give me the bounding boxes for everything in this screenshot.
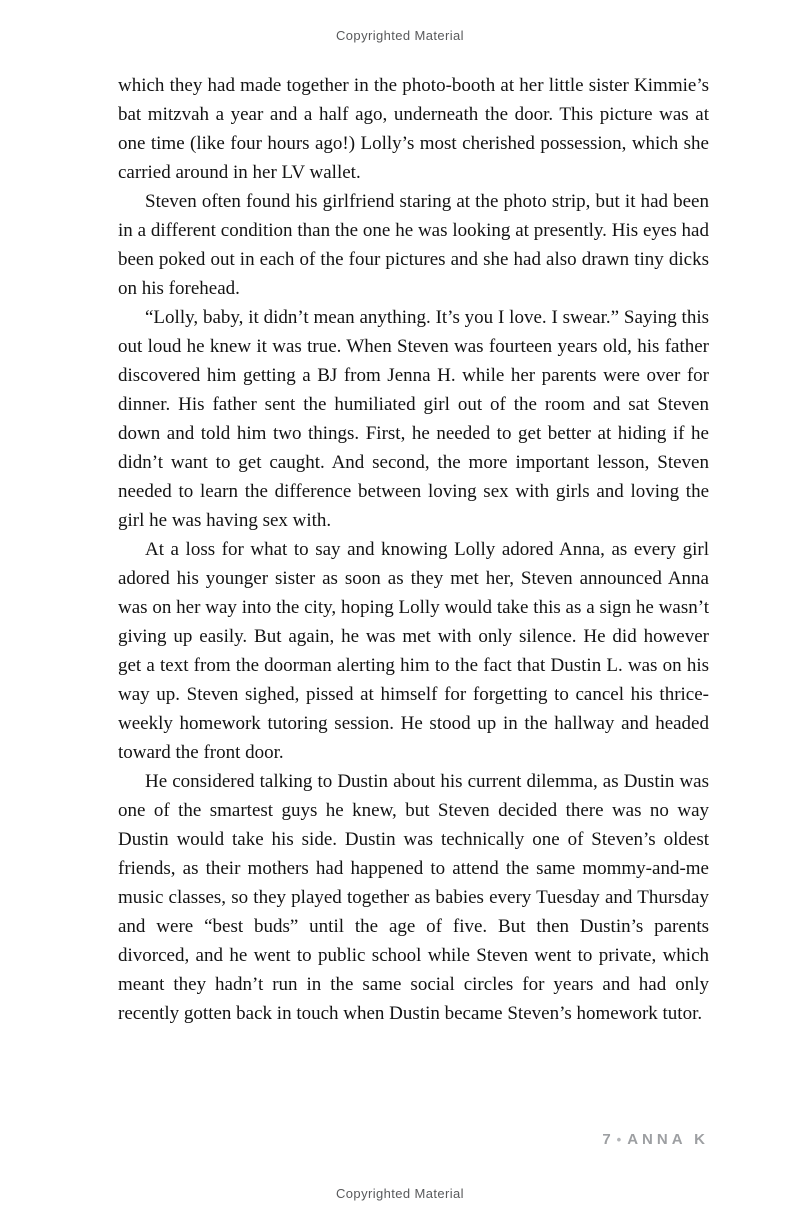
paragraph: “Lolly, baby, it didn’t mean anything. It’s you I love. I swear.” Saying this out loud he knew it was true. When Steven was fourteen years old, his father discovered him getting a BJ from Jenna H. while her parents were over for dinner. His father sent the humiliated girl out of the room and sat Steven down and told him two things. First, he needed to get better at hiding if he didn’t want to get caught. And second, the more important lesson, Steven needed to learn the difference between loving sex with girls and loving the girl he was having sex with. — [118, 307, 709, 531]
paragraph: At a loss for what to say and knowing Lolly adored Anna, as every girl adored his younger sister as soon as they met her, Steven announced Anna was on her way into the city, hoping Lolly would take this as a sign he wasn’t giving up easily. But again, he was met with only silence. He did however get a text from the doorman alerting him to the fact that Dustin L. was on his way up. Steven sighed, pissed at himself for forgetting to cancel his thrice-weekly homework tutoring session. He stood up in the hallway and headed toward the front door. — [118, 539, 709, 763]
copyright-notice-top: Copyrighted Material — [336, 28, 464, 43]
paragraph: He considered talking to Dustin about his current dilemma, as Dustin was one of the smartest guys he knew, but Steven decided there was no way Dustin would take his side. Dustin was technically one of Steven’s oldest friends, as their mothers had happened to attend the same mommy-and-me music classes, so they played together as babies every Tuesday and Thursday and were “best buds” until the age of five. But then Dustin’s parents divorced, and he went to public school while Steven went to private, which meant they hadn’t run in the same social circles for years and had only recently gotten back in touch when Dustin became Steven’s homework tutor. — [118, 771, 709, 1024]
paragraph: Steven often found his girlfriend staring at the photo strip, but it had been in a different condition than the one he was looking at presently. His eyes had been poked out in each of the four pictures and she had also drawn tiny dicks on his forehead. — [118, 191, 709, 299]
page-body — [118, 71, 709, 1028]
copyright-notice-bottom: Copyrighted Material — [336, 1186, 464, 1201]
footer-separator-icon: • — [616, 1132, 626, 1147]
page-footer — [118, 1131, 709, 1148]
book-title: ANNA K — [627, 1131, 709, 1148]
paragraph: which they had made together in the photo-booth at her little sister Kimmie’s bat mitzvah a year and a half ago, underneath the door. This picture was at one time (like four hours ago!) Lolly’s most cherished possession, which she carried around in her LV wallet. — [118, 75, 709, 183]
page-number: 7 — [602, 1131, 615, 1148]
